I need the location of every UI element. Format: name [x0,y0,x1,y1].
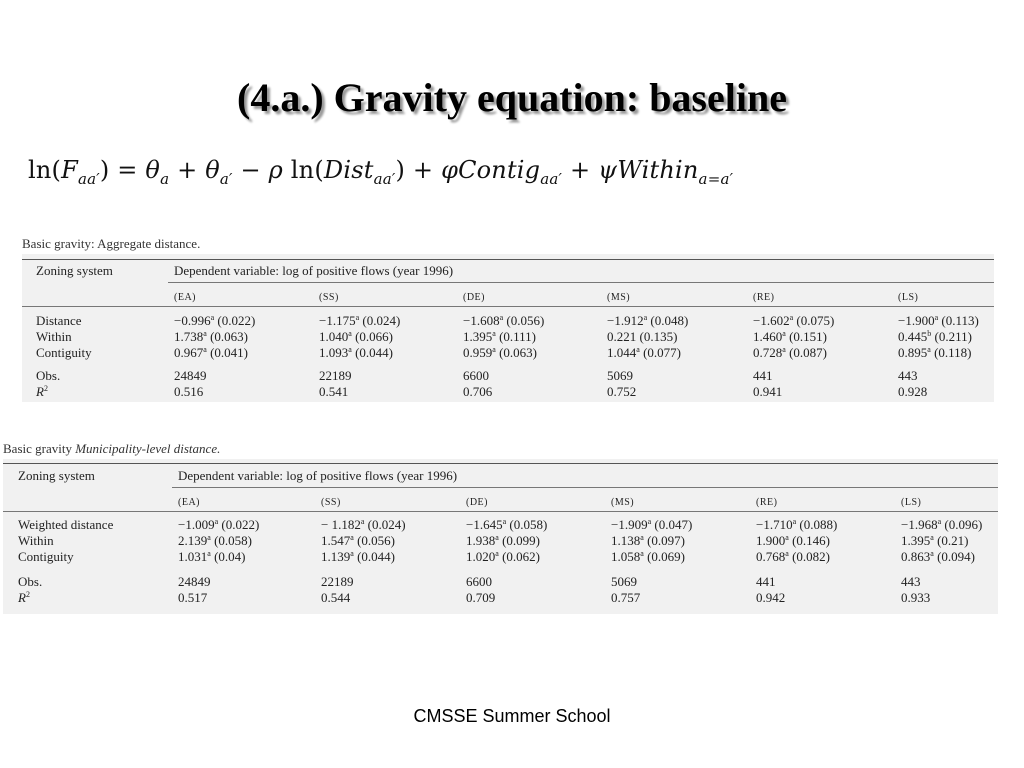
coefficient-value: 1.093 [319,345,349,360]
standard-error: (0.069) [647,549,685,564]
eq-minus: − [240,156,261,184]
table-cell [898,329,972,345]
significance-marker: a [495,533,499,542]
eq-phi: φ [441,156,459,184]
standard-error: (0.024) [367,517,406,532]
coefficient-value: 0.942 [756,590,786,605]
table-cell [321,517,406,533]
column-header-label: (DE) [466,497,488,508]
table-cell [466,574,492,590]
table-cell [174,384,203,400]
column-header-label: (MS) [611,497,635,508]
coefficient-value: 0.768 [756,549,786,564]
table-cell [463,384,492,400]
row-label-text: R [18,590,26,605]
table1-caption [22,236,200,252]
eq-close: ) [395,156,406,184]
eq-ln: ln( [28,156,62,184]
coefficient-value: 0.544 [321,590,351,605]
eq-theta-origin: θ [145,156,161,184]
significance-marker: a [350,549,354,558]
row-label-text: Obs. [18,574,43,589]
significance-marker: a [640,533,644,542]
table-cell [901,574,921,590]
coefficient-value: 0.895 [898,345,928,360]
significance-marker: a [785,533,789,542]
coefficient-value: −1.602 [753,313,790,328]
column-header-label: (EA) [174,292,196,303]
significance-marker: a [207,533,211,542]
table-cell [174,313,255,329]
coefficient-value: 5069 [611,574,637,589]
coefficient-value: 5069 [607,368,633,383]
coefficient-value: 441 [756,574,776,589]
coefficient-value: 0.941 [753,384,783,399]
coefficient-value: 6600 [463,368,489,383]
row-label [36,345,92,361]
table2-caption-text: Basic gravity [3,441,76,456]
table-cell [607,329,677,345]
coefficient-value: 0.757 [611,590,641,605]
coefficient-value: 24849 [174,368,207,383]
significance-marker: a [214,517,219,526]
coefficient-value: 0.967 [174,345,204,360]
table-header-rule [172,487,998,488]
coefficient-value: 0.517 [178,590,208,605]
table-cell [463,313,544,329]
table-cell [463,368,489,384]
dependent-variable-text: Dependent variable: log of positive flows (year 1996) [174,263,454,278]
eq-within: Within [617,156,699,184]
eq-plus: + [412,156,434,184]
standard-error: (0.063) [499,345,537,360]
eq-equals: ) = [99,156,138,184]
column-header [753,290,774,306]
table-cell [319,368,352,384]
standard-error: (0.088) [799,517,838,532]
coefficient-value: 0.516 [174,384,204,399]
significance-marker: a [927,345,931,354]
table-cell [321,574,354,590]
coefficient-value: 1.139 [321,549,351,564]
column-header-label: (SS) [321,497,341,508]
significance-marker: a [937,517,942,526]
row-label [36,384,48,400]
standard-error: (0.077) [643,345,681,360]
row-label-text: Contiguity [18,549,74,564]
row-label [18,590,30,606]
dependent-variable-header [174,263,453,279]
row-label [36,313,81,329]
table-cell [321,549,395,565]
coefficient-value: 1.040 [319,329,349,344]
coefficient-value: 1.395 [463,329,493,344]
coefficient-value: − 1.182 [321,517,361,532]
coefficient-value: 0.959 [463,345,493,360]
coefficient-value: 0.933 [901,590,931,605]
table-top-rule [3,463,998,464]
table-cell [174,345,248,361]
table-cell [898,345,972,361]
row-label-text: Within [36,329,72,344]
regression-table-municipality [3,459,998,614]
eq-contig: Contig [458,156,541,184]
table-cell [319,345,393,361]
coefficient-value: −1.968 [901,517,938,532]
stub-header [36,263,113,279]
coefficient-value: 24849 [178,574,211,589]
significance-marker: a [785,549,789,558]
stub-header [18,468,95,484]
coefficient-value: 1.395 [901,533,931,548]
table-cell [753,384,782,400]
eq-contig-sub: aa′ [540,170,563,188]
table-cell [611,590,640,606]
standard-error: (0.113) [941,313,979,328]
row-label-sup: 2 [25,590,30,599]
standard-error: (0.022) [217,313,256,328]
standard-error: (0.118) [934,345,972,360]
column-header [756,495,777,511]
coefficient-value: −1.645 [466,517,503,532]
significance-marker: a [792,517,797,526]
table-cell [174,329,248,345]
coefficient-value: 0.445 [898,329,928,344]
table-cell [178,533,252,549]
table-mid-rule [22,306,994,307]
standard-error: (0.094) [937,549,975,564]
coefficient-value: 22189 [321,574,354,589]
significance-marker: a [492,345,496,354]
coefficient-value: 1.900 [756,533,786,548]
significance-marker: a [782,329,786,338]
column-header [607,290,630,306]
stub-header-text: Zoning system [36,263,113,278]
coefficient-value: −1.608 [463,313,500,328]
row-label [18,517,113,533]
standard-error: (0.211) [934,329,972,344]
coefficient-value: 1.031 [178,549,208,564]
standard-error: (0.21) [937,533,969,548]
table-cell [756,533,830,549]
column-header [901,495,921,511]
row-label-text: R [36,384,44,399]
table-cell [611,517,692,533]
standard-error: (0.024) [362,313,401,328]
table-cell [756,590,785,606]
eq-theta-origin-sub: a [160,170,170,188]
standard-error: (0.056) [506,313,545,328]
standard-error: (0.151) [789,329,827,344]
coefficient-value: 0.752 [607,384,637,399]
standard-error: (0.066) [355,329,393,344]
coefficient-value: −1.009 [178,517,215,532]
standard-error: (0.058) [214,533,252,548]
dependent-variable-header [178,468,457,484]
coefficient-value: 1.020 [466,549,496,564]
standard-error: (0.075) [796,313,835,328]
coefficient-value: 0.728 [753,345,783,360]
standard-error: (0.047) [654,517,693,532]
eq-plus: + [177,156,198,184]
eq-flow-var: F [61,156,78,184]
standard-error: (0.146) [792,533,830,548]
eq-plus: + [570,156,591,184]
coefficient-value: −1.912 [607,313,644,328]
table-cell [898,384,927,400]
table-cell [901,549,975,565]
table-cell [178,590,207,606]
row-label-text: Obs. [36,368,61,383]
standard-error: (0.063) [210,329,248,344]
standard-error: (0.022) [221,517,260,532]
slide-title: (4.a.) Gravity equation: baseline [237,75,787,120]
table-header-rule [168,282,994,283]
standard-error: (0.111) [499,329,537,344]
gravity-equation [28,156,733,188]
table-cell [756,549,830,565]
row-label [18,533,54,549]
table-cell [321,590,350,606]
column-header-label: (MS) [607,292,631,303]
coefficient-value: 0.221 [607,329,637,344]
significance-marker: a [210,313,215,322]
column-header-label: (DE) [463,292,485,303]
standard-error: (0.056) [357,533,395,548]
coefficient-value: 0.541 [319,384,349,399]
coefficient-value: 6600 [466,574,492,589]
coefficient-value: 0.709 [466,590,496,605]
row-label-text: Distance [36,313,82,328]
eq-rho: ρ [268,156,283,184]
significance-marker: a [640,549,644,558]
table-cell [174,368,207,384]
coefficient-value: −0.996 [174,313,211,328]
column-header [178,495,200,511]
significance-marker: a [502,517,507,526]
significance-marker: a [930,549,934,558]
significance-marker: a [360,517,365,526]
eq-theta-dest-sub: a′ [219,170,233,188]
coefficient-value: 443 [898,368,918,383]
standard-error: (0.099) [502,533,540,548]
significance-marker: a [789,313,794,322]
significance-marker: a [495,549,499,558]
table-cell [756,517,837,533]
standard-error: (0.048) [650,313,689,328]
significance-marker: a [203,345,207,354]
column-header [319,290,339,306]
significance-marker: a [643,313,648,322]
column-header [321,495,341,511]
row-label-text: Contiguity [36,345,92,360]
table-cell [463,345,537,361]
significance-marker: a [348,345,352,354]
table-cell [178,517,259,533]
table-cell [898,368,918,384]
table-cell [178,549,245,565]
eq-theta-dest: θ [205,156,220,184]
table-cell [753,345,827,361]
significance-marker: a [934,313,939,322]
column-header-label: (RE) [753,292,775,303]
table-cell [463,329,536,345]
eq-ln2: ln( [290,156,324,184]
significance-marker: a [930,533,934,542]
table-cell [611,549,685,565]
significance-marker: a [348,329,352,338]
column-header [898,290,918,306]
coefficient-value: 1.938 [466,533,496,548]
column-header [463,290,485,306]
coefficient-value: 0.928 [898,384,928,399]
table-cell [611,533,685,549]
significance-marker: a [499,313,504,322]
coefficient-value: 1.044 [607,345,637,360]
standard-error: (0.096) [944,517,983,532]
significance-marker: a [203,329,207,338]
coefficient-value: 1.138 [611,533,641,548]
table-cell [901,517,982,533]
coefficient-value: 443 [901,574,921,589]
standard-error: (0.04) [214,549,246,564]
standard-error: (0.082) [792,549,830,564]
table-cell [466,590,495,606]
table-cell [753,368,773,384]
table-top-rule [22,259,994,260]
standard-error: (0.044) [355,345,393,360]
eq-within-sub: a=a′ [698,170,734,188]
table-cell [607,368,633,384]
stub-header-text: Zoning system [18,468,95,483]
table-cell [898,313,979,329]
row-label-text: Within [18,533,54,548]
coefficient-value: 1.738 [174,329,204,344]
column-header-label: (LS) [901,497,922,508]
significance-marker: a [355,313,360,322]
column-header-label: (LS) [898,292,919,303]
column-header [174,290,196,306]
row-label [36,368,60,384]
dependent-variable-text: Dependent variable: log of positive flows (year 1996) [178,468,458,483]
slide-footer: CMSSE Summer School [413,706,611,726]
coefficient-value: −1.175 [319,313,356,328]
standard-error: (0.058) [509,517,548,532]
significance-marker: a [492,329,496,338]
significance-marker: b [927,329,932,338]
table-cell [321,533,395,549]
coefficient-value: −1.710 [756,517,793,532]
standard-error: (0.087) [789,345,827,360]
column-header-label: (SS) [319,292,339,303]
table-cell [753,329,827,345]
column-header [611,495,634,511]
standard-error: (0.044) [357,549,395,564]
coefficient-value: 0.863 [901,549,931,564]
table-cell [607,345,681,361]
row-label [18,574,42,590]
standard-error: (0.097) [647,533,685,548]
coefficient-value: 1.460 [753,329,783,344]
table-cell [466,549,540,565]
coefficient-value: 2.139 [178,533,208,548]
table-cell [607,313,688,329]
table-cell [901,590,930,606]
table-cell [611,574,637,590]
table-cell [901,533,968,549]
table1-caption-text: Basic gravity: Aggregate distance. [22,236,201,251]
coefficient-value: 441 [753,368,773,383]
eq-flow-sub: aa′ [77,170,100,188]
column-header-label: (RE) [756,497,778,508]
column-header-label: (EA) [178,497,200,508]
table-cell [753,313,834,329]
significance-marker: a [782,345,786,354]
row-label [36,329,72,345]
coefficient-value: −1.909 [611,517,648,532]
row-label [18,549,74,565]
coefficient-value: −1.900 [898,313,935,328]
table-cell [607,384,636,400]
table-cell [319,329,393,345]
standard-error: (0.041) [210,345,248,360]
row-label-sup: 2 [43,384,48,393]
significance-marker: a [207,549,211,558]
table-cell [319,384,348,400]
coefficient-value: 22189 [319,368,352,383]
eq-dist: Dist [323,156,374,184]
table-cell [319,313,400,329]
table-mid-rule [3,511,998,512]
regression-table-aggregate [22,254,994,402]
standard-error: (0.062) [502,549,540,564]
significance-marker: a [350,533,354,542]
table-cell [466,517,547,533]
eq-psi: ψ [598,156,618,184]
eq-dist-sub: aa′ [373,170,396,188]
significance-marker: a [647,517,652,526]
coefficient-value: 1.058 [611,549,641,564]
coefficient-value: 0.706 [463,384,493,399]
significance-marker: a [636,345,640,354]
column-header [466,495,488,511]
table2-caption-italic: Municipality-level distance. [75,441,221,456]
row-label-text: Weighted distance [18,517,114,532]
standard-error: (0.135) [639,329,678,344]
coefficient-value: 1.547 [321,533,351,548]
table-cell [178,574,211,590]
table-cell [466,533,540,549]
table2-caption [3,441,220,457]
table-cell [756,574,776,590]
